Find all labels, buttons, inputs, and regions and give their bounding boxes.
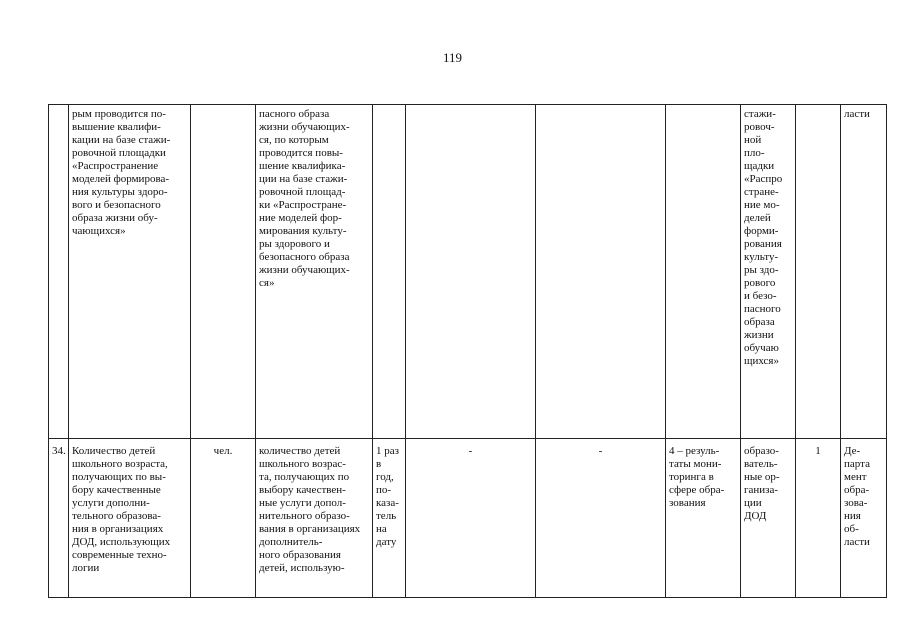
formula-cell: -	[406, 439, 536, 598]
table-row	[49, 105, 887, 439]
period-cell	[373, 105, 406, 439]
collection-method-cell	[666, 105, 741, 439]
definition-cell: количество детей школьного возрас- та, получающих по выбору качествен- ные услуги допол- нительного образо- вания в организациях дополнитель- ного образования детей, использую-	[256, 439, 373, 598]
basic-indicators-cell	[536, 105, 666, 439]
responsible-cell: ласти	[841, 105, 887, 439]
row-number	[49, 105, 69, 439]
observation-object-cell: образо- ватель- ные ор- ганиза- ции ДОД	[741, 439, 796, 598]
indicator-name: Количество детей школьного возраста, получающих по вы- бору качественные услуги дополни- тельного образова- ния в организациях ДОД, использующих современные техно- логии	[69, 439, 191, 598]
indicator-name: рым проводится по- вышение квалифи- кации на базе стажи- ровочной площадки «Распространение моделей формирова- ния культуры здоро- вого и безопасного образа жизни обу- чающихся»	[69, 105, 191, 439]
unit-cell	[191, 105, 256, 439]
formula-cell	[406, 105, 536, 439]
responsible-cell: Де- парта мент обра- зова- ния об- ласти	[841, 439, 887, 598]
row-number: 34.	[49, 439, 69, 598]
collection-method-cell: 4 – резуль- таты мони- торинга в сфере обра- зования	[666, 439, 741, 598]
observation-object-cell: стажи- ровоч- ной пло- щадки «Распро стране- ние мо- делей форми- рования культу- ры здо- рового и безо- пасного образа жизни обучаю щихся»	[741, 105, 796, 439]
table-row	[49, 439, 887, 598]
definition-cell: пасного образа жизни обучающих- ся, по которым проводится повы- шение квалифика- ции на базе стажи- ровочной площад- ки «Распростране- ние моделей фор- мирования культу- ры здорового и безопасного образа жизни обучающих- ся»	[256, 105, 373, 439]
indicator-table	[48, 104, 887, 598]
basic-indicators-cell: -	[536, 439, 666, 598]
coverage-cell	[796, 105, 841, 439]
period-cell: 1 раз в год, по- каза- тель на дату	[373, 439, 406, 598]
page-number: 119	[442, 50, 463, 65]
unit-cell: чел.	[191, 439, 256, 598]
coverage-cell: 1	[796, 439, 841, 598]
